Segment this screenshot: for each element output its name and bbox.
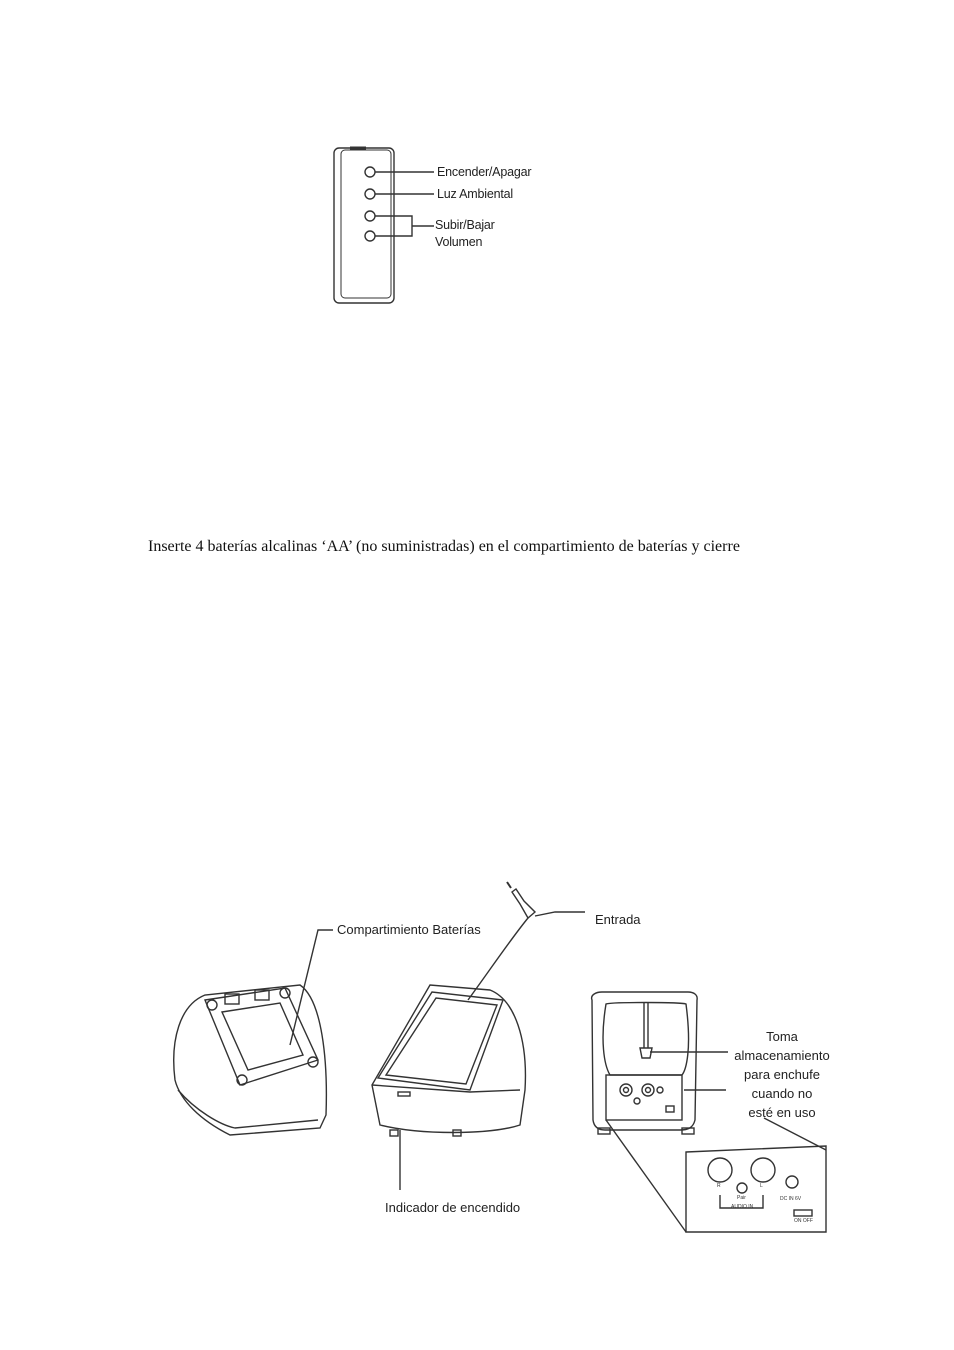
input-label: Entrada bbox=[595, 912, 641, 927]
volume-label-line1: Subir/Bajar bbox=[435, 218, 495, 232]
panel-label-dc-in: DC IN 6V bbox=[780, 1196, 802, 1202]
power-label: Encender/Apagar bbox=[437, 165, 532, 179]
storage-label-line3: para enchufe bbox=[744, 1067, 820, 1082]
remote-control-illustration bbox=[334, 148, 434, 303]
power-indicator-label: Indicador de encendido bbox=[385, 1200, 521, 1215]
battery-instruction-text: Inserte 4 baterías alcalinas ‘AA’ (no suministradas) en el compartimiento de baterías y cierre bbox=[148, 538, 740, 555]
speaker-battery-view bbox=[174, 930, 333, 1135]
panel-label-r: R bbox=[717, 1183, 721, 1189]
panel-label-on-off: ON OFF bbox=[794, 1218, 813, 1224]
panel-label-pair: Pair bbox=[737, 1195, 746, 1201]
storage-label-line2: almacenamiento bbox=[734, 1048, 830, 1063]
volume-label-line2: Volumen bbox=[435, 235, 483, 249]
panel-label-audio-in: AUDIO IN bbox=[731, 1204, 754, 1210]
battery-compartment-label: Compartimiento Baterías bbox=[337, 922, 481, 937]
storage-label-line5: esté en uso bbox=[748, 1105, 816, 1120]
ambient-light-label: Luz Ambiental bbox=[437, 187, 513, 201]
panel-label-l: L bbox=[760, 1183, 763, 1189]
storage-label-line4: cuando no bbox=[751, 1086, 813, 1101]
storage-label-line1: Toma bbox=[766, 1029, 798, 1044]
